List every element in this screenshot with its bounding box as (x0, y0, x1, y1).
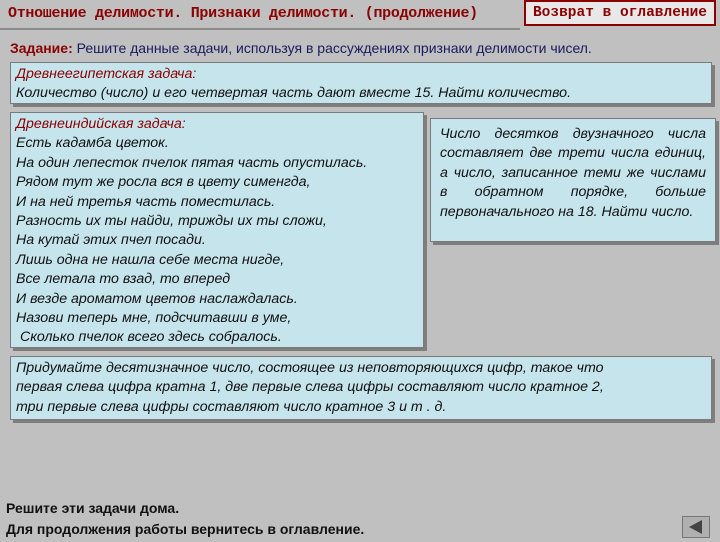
ten-digit-problem-line: Придумайте десятизначное число, состоящее из неповторяющихся цифр, такое что (16, 360, 604, 376)
back-nav-button[interactable] (682, 516, 710, 538)
indian-problem-line: И везде ароматом цветов наслаждалась. (16, 290, 298, 307)
indian-problem-line: На один лепесток пчелок пятая часть опустилась. (16, 154, 368, 171)
triangle-left-icon (683, 517, 709, 537)
task-text: Решите данные задачи, используя в рассуждениях признаки делимости чисел. (76, 40, 592, 56)
homework-note (6, 498, 364, 540)
indian-problem-line: И на ней третья часть поместилась. (16, 193, 276, 210)
two-digit-problem-text: Число десятков двузначного числа составляет две трети числа единиц, а число, записанное теми же числами в обратном порядке, больше первоначального на 18. Найти число. (440, 126, 706, 220)
ten-digit-problem-box (10, 356, 712, 420)
ten-digit-problem-line: первая слева цифра кратна 1, две первые слева цифры составляют число кратное 2, (16, 379, 604, 396)
homework-line: Решите эти задачи дома. (6, 500, 180, 516)
task-instruction (10, 40, 592, 56)
ten-digit-problem-line: три первые слева цифры составляют число кратное 3 и т . д. (16, 398, 447, 415)
two-digit-problem-box (430, 118, 716, 242)
indian-problem-title: Древнеиндийская задача: (16, 116, 186, 132)
homework-line: Для продолжения работы вернитесь в оглавление. (6, 521, 365, 537)
egyptian-problem-text: Количество (число) и его четвертая часть дают вместе 15. Найти количество. (16, 85, 572, 102)
task-label: Задание: (10, 40, 73, 56)
back-to-contents-button[interactable]: Возврат в оглавление (524, 0, 716, 26)
indian-problem-line: Сколько пчелок всего здесь собралось. (16, 329, 282, 346)
indian-problem-line: Рядом тут же росла вся в цвету сименгда, (16, 174, 311, 191)
title-bar (0, 0, 520, 30)
indian-problem-box (10, 112, 424, 348)
page-title: Отношение делимости. Признаки делимости. (продолжение) (8, 5, 478, 22)
indian-problem-line: Назови теперь мне, подсчитавши в уме, (16, 310, 292, 327)
indian-problem-line: Есть кадамба цветок. (16, 135, 169, 152)
indian-problem-line: Разность их ты найди, трижды их ты сложи, (16, 213, 327, 230)
indian-problem-line: Лишь одна не нашла себе места нигде, (16, 251, 285, 268)
indian-problem-line: На кутай этих пчел посади. (16, 232, 206, 249)
egyptian-problem-box (10, 62, 712, 104)
indian-problem-line: Все летала то взад, то вперед (16, 271, 231, 288)
egyptian-problem-title: Древнеегипетская задача: (16, 66, 197, 82)
